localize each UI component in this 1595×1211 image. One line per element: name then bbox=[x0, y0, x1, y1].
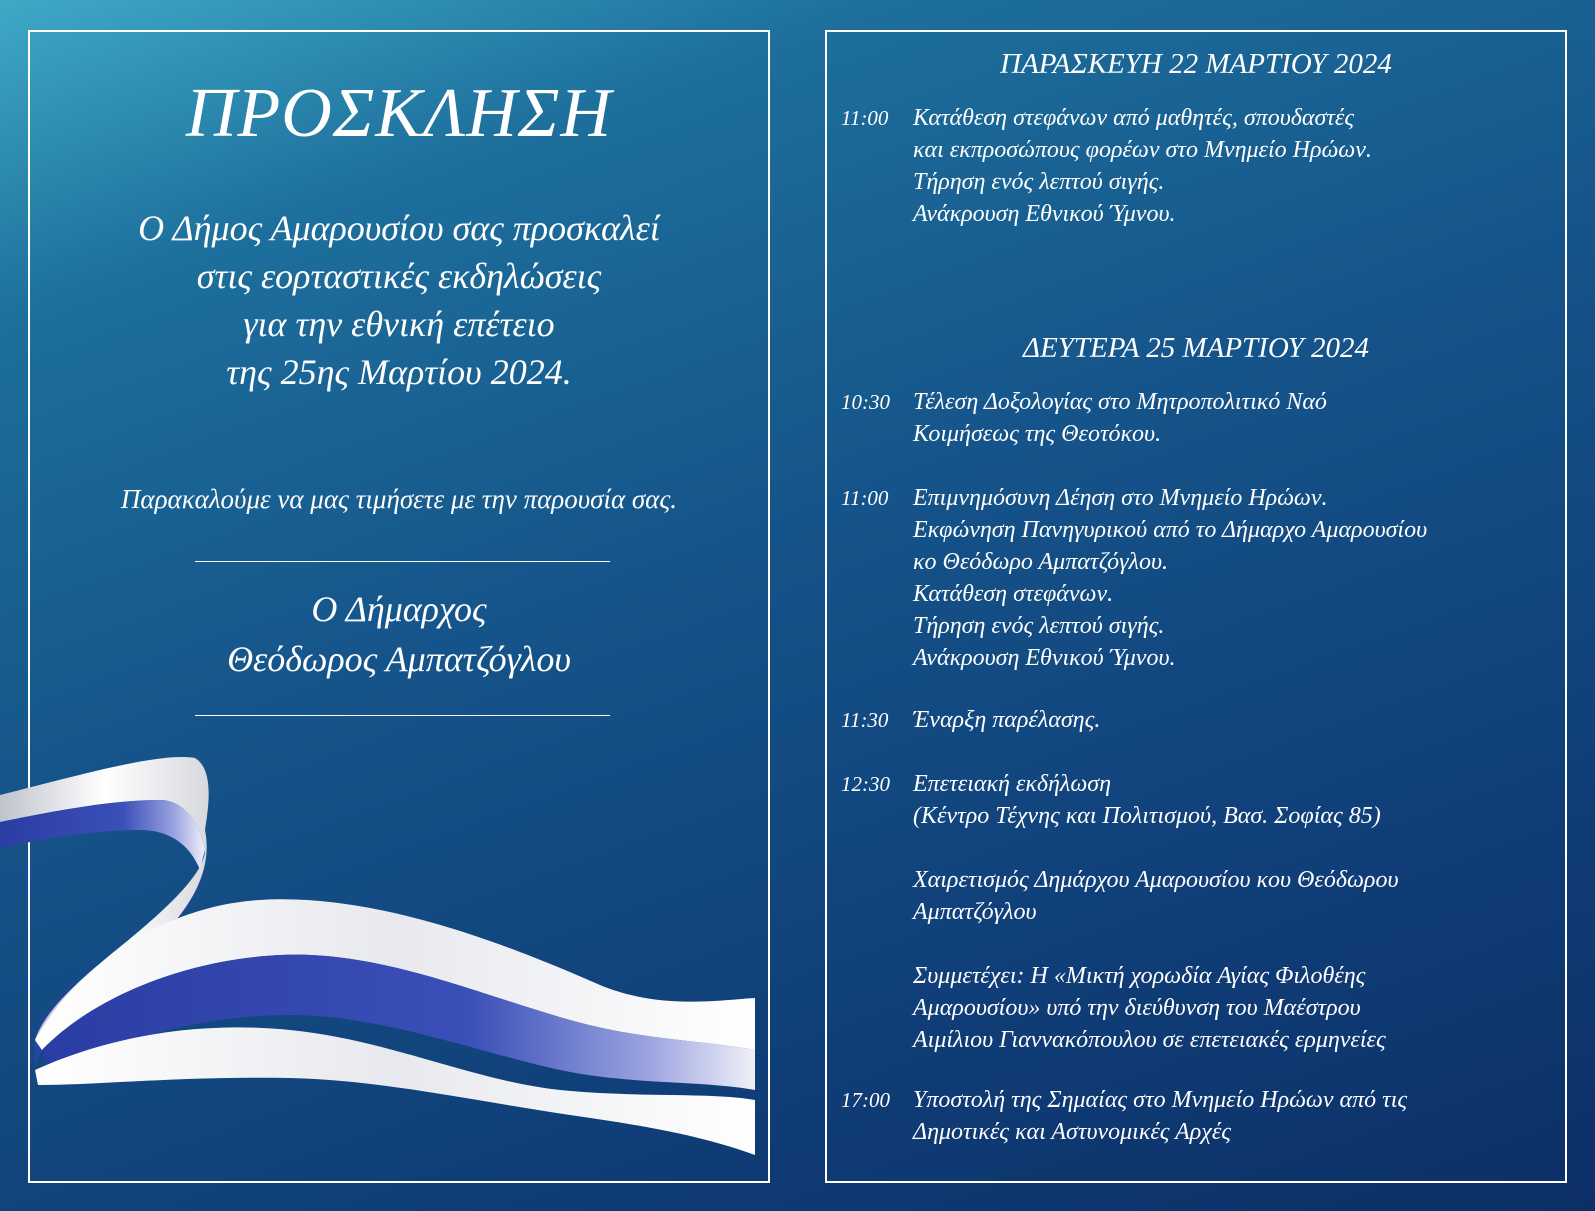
event-line bbox=[913, 832, 1555, 864]
schedule-event bbox=[841, 482, 1555, 674]
event-line: Τέλεση Δοξολογίας στο Μητροπολιτικό Ναό bbox=[913, 389, 1327, 415]
event-line: Κοιμήσεως της Θεοτόκου. bbox=[913, 421, 1162, 447]
schedule-event bbox=[841, 1084, 1555, 1148]
event-time: 11:00 bbox=[841, 486, 889, 510]
event-line: Επετειακή εκδήλωση bbox=[913, 771, 1111, 797]
intro-line: της 25ης Μαρτίου 2024. bbox=[226, 352, 572, 392]
event-time: 11:30 bbox=[841, 708, 889, 732]
event-line: Δημοτικές και Αστυνομικές Αρχές bbox=[913, 1119, 1232, 1145]
event-line: Ανάκρουση Εθνικού Ύμνου. bbox=[913, 201, 1176, 227]
intro-line: στις εορταστικές εκδηλώσεις bbox=[196, 256, 602, 296]
event-line: Αμαρουσίου» υπό την διεύθυνση του Μαέστρου bbox=[913, 995, 1361, 1021]
event-time: 11:00 bbox=[841, 106, 889, 130]
schedule-event bbox=[841, 768, 1555, 1056]
event-line bbox=[913, 928, 1555, 960]
day-heading: ΠΑΡΑΣΚΕΥΗ 22 ΜΑΡΤΙΟΥ 2024 bbox=[1000, 48, 1392, 80]
mayor-name: Θεόδωρος Αμπατζόγλου bbox=[227, 639, 571, 679]
schedule-event bbox=[841, 102, 1555, 230]
event-time: 17:00 bbox=[841, 1088, 890, 1112]
schedule-event bbox=[841, 386, 1555, 450]
request-text: Παρακαλούμε να μας τιμήσετε με την παρουσία σας. bbox=[120, 484, 678, 514]
event-line: Κατάθεση στεφάνων από μαθητές, σπουδαστές bbox=[913, 105, 1355, 131]
event-line: κο Θεόδωρο Αμπατζόγλου. bbox=[913, 549, 1169, 575]
event-line: Αμπατζόγλου bbox=[913, 899, 1037, 925]
event-line: Χαιρετισμός Δημάρχου Αμαρουσίου κου Θεόδωρου bbox=[913, 867, 1399, 893]
event-line: (Κέντρο Τέχνης και Πολιτισμού, Βασ. Σοφίας 85) bbox=[913, 803, 1381, 829]
schedule-panel bbox=[825, 30, 1567, 1183]
day-heading: ΔΕΥΤΕΡΑ 25 ΜΑΡΤΙΟΥ 2024 bbox=[1023, 332, 1369, 364]
event-line: Υποστολή της Σημαίας στο Μνημείο Ηρώων από τις bbox=[913, 1087, 1408, 1113]
event-line: και εκπροσώπους φορέων στο Μνημείο Ηρώων. bbox=[913, 137, 1372, 163]
intro-line: για την εθνική επέτειο bbox=[243, 304, 555, 344]
event-line: Εκφώνηση Πανηγυρικού από το Δήμαρχο Αμαρουσίου bbox=[913, 517, 1428, 543]
event-time: 10:30 bbox=[841, 390, 890, 414]
event-line: Κατάθεση στεφάνων. bbox=[913, 581, 1114, 607]
event-line: Επιμνημόσυνη Δέηση στο Μνημείο Ηρώων. bbox=[913, 485, 1328, 511]
event-line: Αιμίλιου Γιαννακόπουλου σε επετειακές ερμηνείες bbox=[913, 1027, 1386, 1053]
invitation-title: ΠΡΟΣΚΛΗΣΗ bbox=[185, 75, 613, 152]
flag-ribbon-decoration bbox=[0, 0, 770, 1190]
event-line: Τήρηση ενός λεπτού σιγής. bbox=[913, 613, 1165, 639]
event-line: Έναρξη παρέλασης. bbox=[913, 707, 1101, 733]
event-time: 12:30 bbox=[841, 772, 890, 796]
intro-line: Ο Δήμος Αμαρουσίου σας προσκαλεί bbox=[138, 208, 660, 248]
mayor-title: Ο Δήμαρχος bbox=[311, 589, 487, 629]
event-line: Συμμετέχει: Η «Μικτή χορωδία Αγίας Φιλοθέης bbox=[913, 963, 1366, 989]
event-line: Τήρηση ενός λεπτού σιγής. bbox=[913, 169, 1165, 195]
schedule-event bbox=[841, 704, 1555, 736]
event-line: Ανάκρουση Εθνικού Ύμνου. bbox=[913, 645, 1176, 671]
